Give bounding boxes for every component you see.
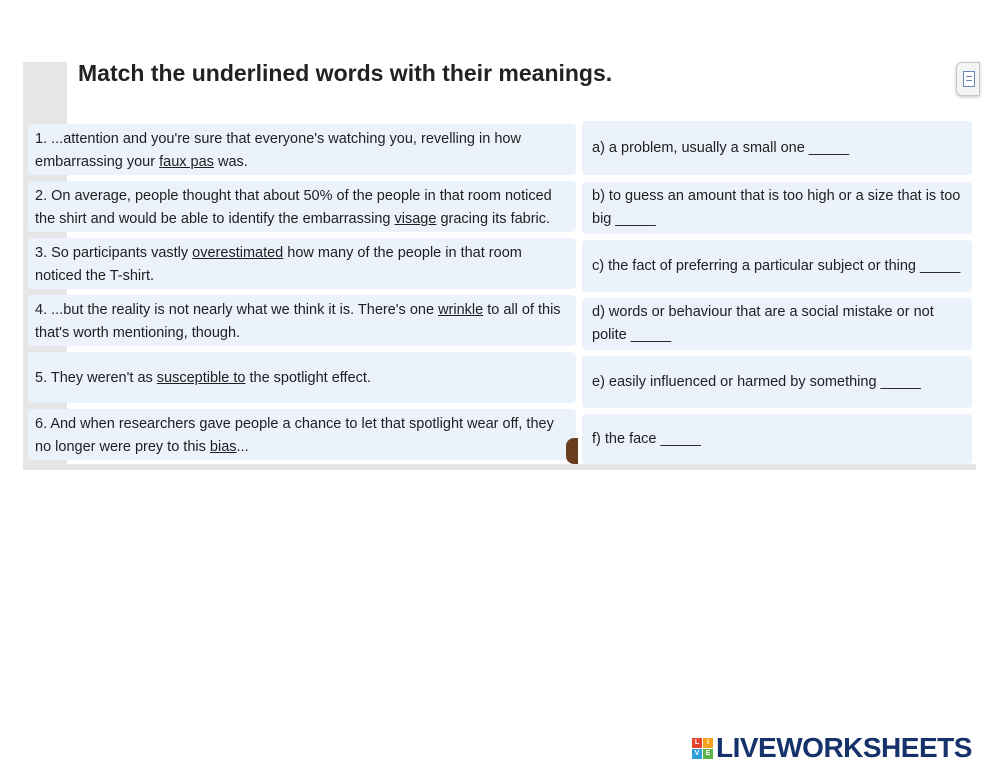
sentence-text: 6. And when researchers gave people a chance to let that spotlight wear off, they no longer were prey to this bias... [35, 416, 554, 455]
underlined-word: faux pas [159, 154, 214, 170]
liveworksheets-logo[interactable] [692, 732, 972, 764]
underlined-word: bias [209, 439, 237, 455]
meaning-text: d) words or behaviour that are a social mistake or not polite _____ [592, 304, 934, 343]
meaning-f[interactable] [582, 414, 972, 464]
sentence-text: 3. So participants vastly overestimated how many of the people in that room noticed the T-shirt. [35, 245, 522, 284]
sentence-text: 2. On average, people thought that about 50% of the people in that room noticed the shirt and would be able to identify the embarrassing visage gracing its fabric. [35, 188, 552, 227]
avatar [566, 438, 578, 464]
side-panel-tab[interactable] [956, 62, 980, 96]
logo-letter: L [692, 738, 702, 748]
worksheet-title: Match the underlined words with their meanings. [78, 60, 613, 86]
logo-letter: I [703, 738, 713, 748]
meaning-d[interactable] [582, 298, 972, 350]
meaning-text: b) to guess an amount that is too high or a size that is too big _____ [592, 188, 961, 227]
sentence-2 [28, 181, 576, 232]
meaning-text: c) the fact of preferring a particular subject or thing _____ [592, 257, 961, 274]
sentence-text: 4. ...but the reality is not nearly what we think it is. There's one wrinkle to all of this that's worth mentioning, though. [35, 302, 561, 341]
sentence-1 [28, 124, 576, 175]
logo-mark [692, 738, 713, 759]
underlined-word: wrinkle [438, 302, 484, 318]
underlined-word: susceptible to [156, 370, 246, 386]
bottom-strip [23, 464, 976, 470]
meaning-b[interactable] [582, 182, 972, 234]
sentence-4 [28, 295, 576, 346]
sentence-6 [28, 409, 576, 460]
document-list-icon [963, 71, 975, 87]
logo-letter: E [703, 749, 713, 759]
sentence-3 [28, 238, 576, 289]
sentence-text: 5. They weren't as susceptible to the spotlight effect. [35, 370, 371, 386]
meaning-e[interactable] [582, 356, 972, 408]
underlined-word: visage [394, 211, 437, 227]
meaning-c[interactable] [582, 240, 972, 292]
logo-letter: V [692, 749, 702, 759]
sentence-text: 1. ...attention and you're sure that everyone's watching you, revelling in how embarrassing your faux pas was. [35, 131, 521, 170]
brand-name: LIVEWORKSHEETS [716, 732, 972, 763]
underlined-word: overestimated [192, 245, 284, 261]
sentence-5 [28, 352, 576, 403]
meaning-text: f) the face _____ [592, 430, 701, 447]
meaning-text: e) easily influenced or harmed by something _____ [592, 373, 921, 390]
meaning-a[interactable] [582, 121, 972, 175]
meaning-text: a) a problem, usually a small one _____ [592, 139, 850, 156]
